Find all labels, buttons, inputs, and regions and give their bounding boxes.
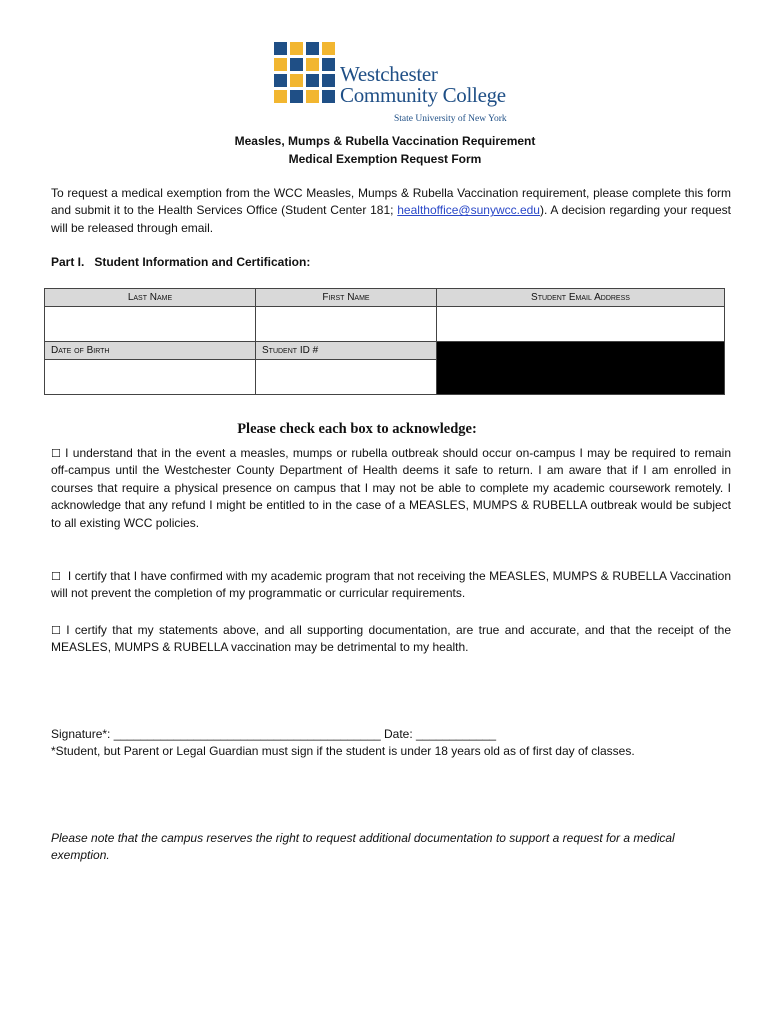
student-id-label: Student ID # [262,345,319,356]
checkbox-3[interactable]: ☐ [51,624,61,637]
email-label: Student Email Address [531,292,630,303]
acknowledge-item-3 [51,622,731,657]
form-title-line1: Measles, Mumps & Rubella Vaccination Requirement [234,134,536,148]
acknowledge-item-2-text: I certify that I have confirmed with my academic program that not receiving the MEASLES, MUMPS & RUBELLA Vaccination will not prevent the completion of my programmatic or curricular requirements. [51,569,732,601]
footer-note: Please note that the campus reserves the right to request additional documentation to support a request for a medical exemption. [51,831,675,863]
acknowledge-title: Please check each box to acknowledge: [237,421,477,437]
logo-subtitle: State University of New York [394,114,507,124]
logo-grid-icon [274,42,336,104]
college-logo [274,42,514,128]
part1-heading: Part I. Student Information and Certification: [51,255,311,269]
first-name-label: First Name [322,292,370,303]
email-field[interactable] [437,307,724,342]
logo-name-line1: Westchester [340,62,438,86]
intro-text-b: ). A decision regarding your request will be released through email. [51,203,731,235]
first-name-field[interactable] [256,307,437,342]
acknowledge-item-1-text: I understand that in the event a measles, mumps or rubella outbreak should occur on-campus I may be required to remain off-campus until the Westchester County Department of Health deems it safe to return. I am aware that if I am enrolled in courses that require a physical presence on campus that I may not be able to complete my academic coursework remotely. I acknowledge that any refund I might be entitled to in the case of a MEASLES, MUMPS & RUBELLA outbreak would be subject to all existing WCC policies. [51,446,731,530]
acknowledge-item-1 [51,445,731,532]
student-info-table [44,288,725,395]
last-name-header [45,289,256,307]
checkbox-1[interactable]: ☐ [51,447,61,460]
email-header [437,289,724,307]
last-name-field[interactable] [45,307,256,342]
logo-name [340,64,506,106]
last-name-label: Last Name [127,292,173,303]
dob-field[interactable] [45,360,256,394]
form-title-line2: Medical Exemption Request Form [288,152,482,166]
acknowledge-item-3-text: I certify that my statements above, and all supporting documentation, are true and accurate, and that the receipt of the MEASLES, MUMPS & RUBELLA vaccination may be detrimental to my health. [51,623,731,655]
acknowledge-item-2 [51,568,731,603]
dob-label: Date of Birth [51,345,110,356]
health-office-email-link[interactable]: healthoffice@sunywcc.edu [397,203,540,218]
student-id-header [256,342,437,360]
checkbox-2[interactable]: ☐ [51,570,61,583]
dob-header [45,342,256,360]
signature-line[interactable]: Signature*: ________________________________________ Date: ____________ [51,727,497,741]
first-name-header [256,289,437,307]
student-id-field[interactable] [256,360,437,394]
logo-name-line2: Community College [340,83,506,107]
blacked-out-cell [437,342,724,394]
intro-text-a: To request a medical exemption from the WCC Measles, Mumps & Rubella Vaccination requirement, please complete this form and submit it to the Health Services Office (Student Center 181; [51,186,731,218]
signature-note: *Student, but Parent or Legal Guardian must sign if the student is under 18 years old as of first day of classes. [51,744,635,758]
intro-paragraph [51,185,731,237]
